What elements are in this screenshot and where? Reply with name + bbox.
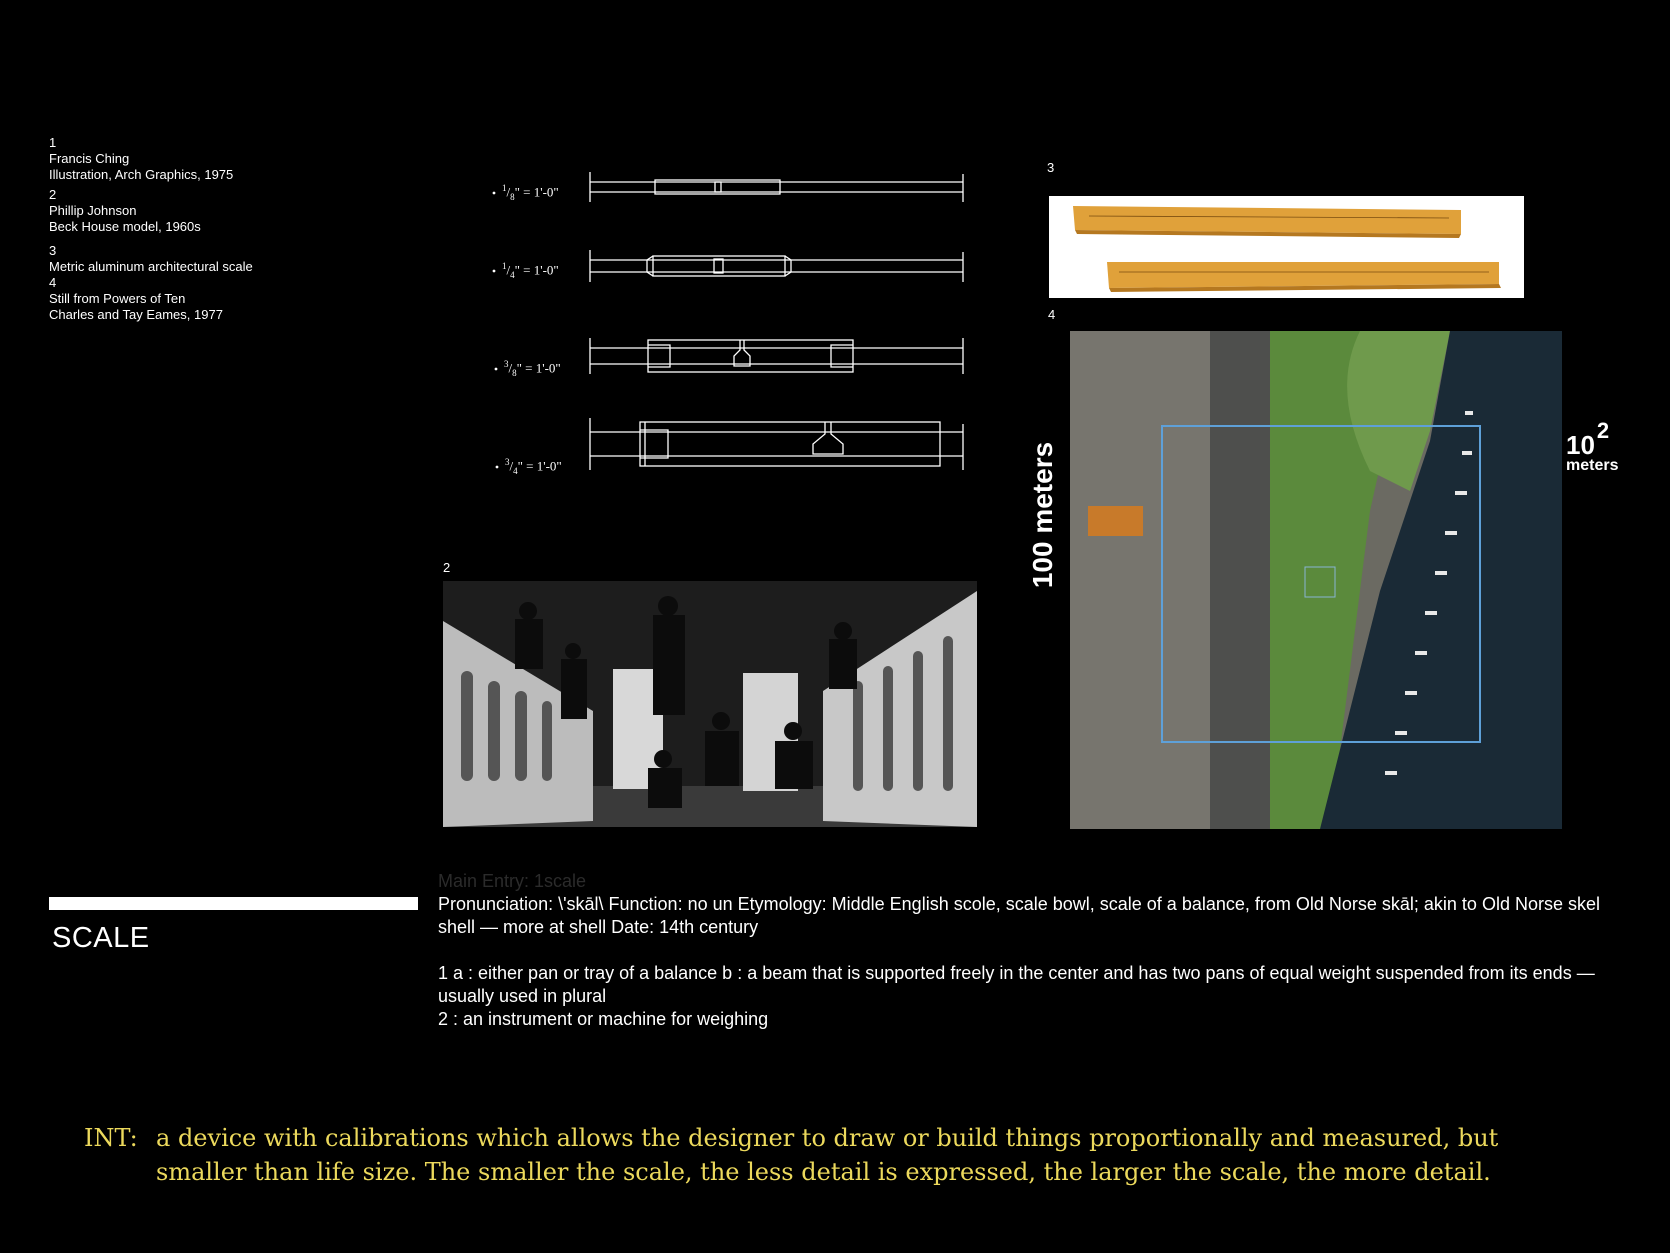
image-credits [49,135,253,327]
credit-line: Charles and Tay Eames, 1977 [49,307,223,322]
pronunciation-line: Pronunciation: \'skāl\ Function: no un Etymology: Middle English scole, scale bowl, scale of a balance, from Old Norse skāl; akin to Old Norse skel shell — more at shell Date: 14th century [438,894,1600,937]
int-line-1: a device with calibrations which allows the designer to draw or build things proportionally and measured, but [156,1124,1499,1152]
page-title: SCALE [52,922,150,954]
scale-row-3-label: $^3/_8$" = 1'-0" [504,359,561,378]
scale-row-1-label: $^1/_8$" = 1'-0" [502,183,559,202]
architectural-scale-rulers-photo [1049,196,1524,298]
ten-squared-meters-label: 102 meters [1566,418,1619,474]
credit-4 [49,275,253,323]
dictionary-definition [438,870,1618,1031]
credit-2 [49,187,253,235]
credit-line: Metric aluminum architectural scale [49,259,253,274]
figure-number-2: 2 [443,560,451,575]
credit-number: 1 [49,135,57,150]
definition-1: 1 a : either pan or tray of a balance b : a beam that is supported freely in the center and has two pans of equal weight suspended from its ends —usually used in plural [438,963,1595,1006]
scale-row-4-label: $^3/_4$" = 1'-0" [505,457,562,476]
title-bar [49,897,418,910]
credit-number: 2 [49,187,57,202]
int-label: INT: [84,1124,138,1152]
credit-number: 3 [49,243,57,258]
credit-line: Phillip Johnson [49,203,137,218]
scale-row-2-label: $^1/_4$" = 1'-0" [502,261,559,280]
interpretation-text [84,1121,1644,1189]
int-line-2: smaller than life size. The smaller the scale, the less detail is expressed, the larger the scale, the more detail. [156,1158,1491,1186]
johnson-model-photo [443,581,977,827]
credit-3 [49,243,253,275]
credit-line: Still from Powers of Ten [49,291,186,306]
credit-1 [49,135,253,183]
powers-of-ten-aerial-still [1070,331,1562,829]
credit-line: Francis Ching [49,151,130,166]
definition-2: 2 : an instrument or machine for weighing [438,1009,769,1029]
main-entry: Main Entry: 1scale [438,871,587,891]
figure-number-4: 4 [1048,307,1056,322]
credit-line: Illustration, Arch Graphics, 1975 [49,167,234,182]
credit-number: 4 [49,275,57,290]
figure-number-3: 3 [1047,160,1055,175]
credit-line: Beck House model, 1960s [49,219,201,234]
hundred-meters-label: 100 meters [1027,441,1058,589]
